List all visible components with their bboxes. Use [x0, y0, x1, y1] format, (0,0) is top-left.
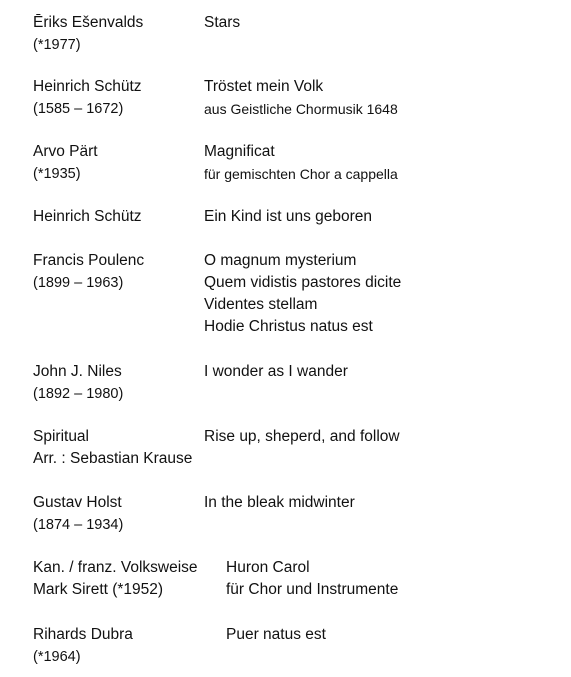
arranger-credit: Arr. : Sebastian Krause: [33, 450, 193, 467]
work-column: [204, 141, 398, 185]
work-subtitle: für gemischten Chor a cappella: [204, 166, 398, 182]
composer-dates: (*1935): [33, 166, 81, 182]
work-title: Ein Kind ist uns geboren: [204, 208, 373, 225]
work-column: [204, 426, 400, 448]
work-column: [204, 206, 372, 228]
composer-name: Ēriks Ešenvalds: [33, 14, 144, 31]
composer-name: Arvo Pärt: [33, 143, 98, 160]
work-subtitle: für Chor und Instrumente: [226, 581, 399, 598]
composer-name: Heinrich Schütz: [33, 208, 142, 225]
composer-column: [33, 361, 123, 405]
arranger-credit: Mark Sirett (*1952): [33, 581, 164, 598]
composer-column: [33, 12, 143, 56]
work-column: [204, 492, 355, 514]
composer-column: [33, 492, 123, 536]
composer-column: [33, 250, 144, 294]
work-column: [204, 76, 398, 120]
composer-column: [33, 206, 142, 228]
work-title: Stars: [204, 14, 241, 31]
composer-name: John J. Niles: [33, 363, 122, 380]
work-title: Huron Carol: [226, 559, 310, 576]
composer-name: Kan. / franz. Volksweise: [33, 559, 198, 576]
composer-name: Heinrich Schütz: [33, 78, 142, 95]
work-title: Rise up, sheperd, and follow: [204, 428, 400, 445]
composer-column: [33, 557, 198, 601]
composer-name: Gustav Holst: [33, 494, 122, 511]
work-title: Quem vidistis pastores dicite: [204, 274, 402, 291]
composer-dates: (1585 – 1672): [33, 101, 124, 117]
composer-dates: (*1977): [33, 37, 81, 53]
work-column: [204, 361, 348, 383]
composer-name: Francis Poulenc: [33, 252, 145, 269]
composer-dates: (1892 – 1980): [33, 386, 124, 402]
composer-column: [33, 426, 192, 470]
composer-column: [33, 76, 142, 120]
work-title: Magnificat: [204, 143, 275, 160]
work-column: [226, 624, 326, 646]
work-column: [226, 557, 398, 601]
composer-dates: (1899 – 1963): [33, 275, 124, 291]
work-title: O magnum mysterium: [204, 252, 357, 269]
work-title: In the bleak midwinter: [204, 494, 355, 511]
work-column: [204, 12, 240, 34]
work-title: I wonder as I wander: [204, 363, 348, 380]
composer-dates: (1874 – 1934): [33, 517, 124, 533]
work-column: [204, 250, 401, 338]
work-title: Puer natus est: [226, 626, 326, 643]
work-title: Tröstet mein Volk: [204, 78, 324, 95]
work-title: Videntes stellam: [204, 296, 318, 313]
composer-column: [33, 624, 133, 668]
composer-name: Rihards Dubra: [33, 626, 133, 643]
composer-dates: (*1964): [33, 649, 81, 665]
work-title: Hodie Christus natus est: [204, 318, 373, 335]
composer-column: [33, 141, 98, 185]
work-subtitle: aus Geistliche Chormusik 1648: [204, 101, 398, 117]
composer-name: Spiritual: [33, 428, 89, 445]
